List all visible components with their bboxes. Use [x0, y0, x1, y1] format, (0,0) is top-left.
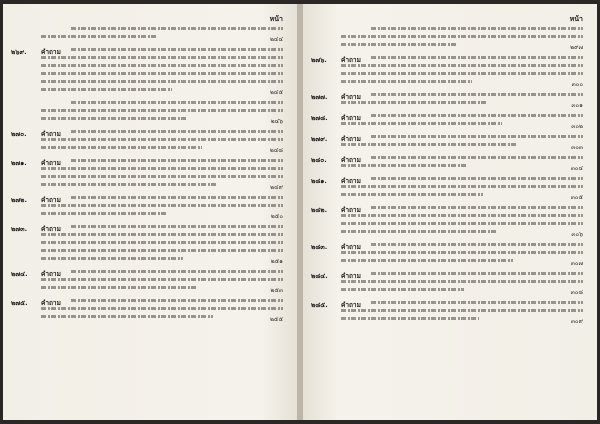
entry-page-number: ๒๕๐ — [270, 213, 283, 220]
entry-text-lines — [371, 156, 583, 172]
entry-page-number: ๓๐๙ — [570, 318, 583, 325]
entry-term: คำถาม — [41, 130, 61, 138]
illegible-text-line — [71, 101, 283, 104]
illegible-text-line — [341, 185, 583, 188]
entry-text-lines — [71, 196, 283, 220]
illegible-text-line — [71, 130, 283, 133]
entry-number: ๒๗๓. — [11, 225, 28, 233]
illegible-text-line — [341, 222, 583, 225]
entry-text-lines — [371, 177, 583, 201]
entry-term: คำถาม — [341, 206, 361, 214]
entry-page-number: ๒๔๙ — [270, 184, 283, 191]
toc-entry — [303, 271, 597, 295]
entry-page-number: ๒๕๓ — [270, 287, 283, 294]
toc-entry — [3, 195, 297, 219]
illegible-text-line — [341, 214, 583, 217]
entry-number: ๒๗๑. — [11, 159, 27, 167]
entry-page-number: ๓๐๔ — [570, 165, 583, 172]
toc-entry — [3, 129, 297, 153]
toc-entry — [303, 26, 597, 50]
entry-text-lines — [71, 299, 283, 323]
right-page — [303, 4, 597, 420]
entry-term: คำถาม — [41, 270, 61, 278]
entry-term: คำถาม — [341, 243, 361, 251]
illegible-text-line — [41, 117, 187, 120]
toc-entry — [3, 158, 297, 190]
illegible-text-line — [71, 270, 283, 273]
toc-entry — [303, 155, 597, 171]
illegible-text-line — [341, 259, 513, 262]
illegible-text-line — [371, 114, 583, 117]
entry-text-lines — [371, 272, 583, 296]
illegible-text-line — [341, 43, 458, 46]
illegible-text-line — [41, 138, 283, 141]
entry-number: ๒๘๓. — [311, 243, 328, 251]
illegible-text-line — [341, 309, 583, 312]
toc-entry — [3, 47, 297, 95]
illegible-text-line — [41, 212, 168, 215]
illegible-text-line — [41, 286, 198, 289]
illegible-text-line — [41, 307, 283, 310]
entry-term: คำถาม — [41, 48, 61, 56]
entry-number: ๒๗๒. — [11, 196, 27, 204]
illegible-text-line — [341, 122, 502, 125]
entry-term: คำถาม — [341, 156, 361, 164]
entry-number: ๒๗๗. — [311, 93, 328, 101]
entry-page-number: ๒๕๕ — [269, 316, 283, 323]
entry-page-number: ๓๐๐ — [571, 81, 583, 88]
illegible-text-line — [341, 101, 487, 104]
toc-entry — [303, 205, 597, 237]
toc-entry — [3, 298, 297, 322]
entry-number: ๒๗๙. — [311, 135, 328, 143]
illegible-text-line — [41, 109, 283, 112]
illegible-text-line — [371, 156, 583, 159]
entry-number: ๒๘๔. — [311, 272, 328, 280]
entry-term: คำถาม — [341, 114, 361, 122]
illegible-text-line — [371, 135, 583, 138]
illegible-text-line — [71, 159, 283, 162]
entry-page-number: ๓๐๕ — [570, 194, 583, 201]
entry-term: คำถาม — [341, 301, 361, 309]
entry-number: ๒๗๕. — [11, 299, 28, 307]
entry-page-number: ๓๐๖ — [571, 231, 583, 238]
entry-text-lines — [71, 101, 283, 125]
entry-term: คำถาม — [341, 177, 361, 185]
entry-page-number: ๒๔๔ — [269, 36, 283, 43]
toc-entry — [303, 300, 597, 324]
illegible-text-line — [371, 206, 583, 209]
illegible-text-line — [41, 167, 283, 170]
entry-page-number: ๒๔๕ — [269, 89, 283, 96]
illegible-text-line — [41, 257, 183, 260]
entry-text-lines — [71, 225, 283, 265]
entry-list — [3, 26, 297, 412]
entry-number: ๒๘๑. — [311, 177, 327, 185]
illegible-text-line — [41, 175, 283, 178]
entry-page-number: ๓๐๘ — [570, 289, 583, 296]
entry-number: ๒๘๕. — [311, 301, 328, 309]
entry-page-number: ๒๙๗ — [570, 44, 583, 51]
entry-text-lines — [371, 135, 583, 151]
entry-text-lines — [71, 48, 283, 96]
entry-text-lines — [371, 56, 583, 88]
illegible-text-line — [341, 35, 583, 38]
illegible-text-line — [41, 204, 283, 207]
toc-entry — [303, 242, 597, 266]
entry-text-lines — [371, 206, 583, 238]
illegible-text-line — [371, 56, 583, 59]
illegible-text-line — [71, 27, 283, 30]
entry-text-lines — [371, 93, 583, 109]
illegible-text-line — [41, 315, 213, 318]
toc-entry — [303, 113, 597, 129]
illegible-text-line — [341, 80, 472, 83]
illegible-text-line — [341, 280, 583, 283]
illegible-text-line — [341, 164, 468, 167]
illegible-text-line — [41, 249, 283, 252]
illegible-text-line — [371, 243, 583, 246]
illegible-text-line — [41, 183, 217, 186]
toc-entry — [3, 269, 297, 293]
illegible-text-line — [71, 299, 283, 302]
page-column-label: หน้า — [269, 15, 283, 23]
illegible-text-line — [41, 35, 158, 38]
illegible-text-line — [41, 72, 283, 75]
toc-entry — [3, 100, 297, 124]
entry-number: ๒๖๙. — [11, 48, 27, 56]
entry-text-lines — [371, 243, 583, 267]
illegible-text-line — [371, 272, 583, 275]
illegible-text-line — [371, 177, 583, 180]
entry-term: คำถาม — [341, 135, 361, 143]
illegible-text-line — [341, 64, 583, 67]
entry-term: คำถาม — [341, 56, 361, 64]
illegible-text-line — [41, 241, 283, 244]
toc-entry — [303, 134, 597, 150]
page-column-label: หน้า — [569, 15, 583, 23]
entry-number: ๒๘๐. — [311, 156, 327, 164]
entry-page-number: ๒๔๖ — [270, 118, 283, 125]
entry-text-lines — [71, 130, 283, 154]
entry-text-lines — [371, 114, 583, 130]
illegible-text-line — [341, 193, 483, 196]
entry-number: ๒๗๘. — [311, 114, 328, 122]
illegible-text-line — [371, 301, 583, 304]
entry-term: คำถาม — [41, 159, 61, 167]
illegible-text-line — [341, 143, 517, 146]
illegible-text-line — [41, 64, 283, 67]
entry-page-number: ๒๔๘ — [269, 147, 283, 154]
toc-entry — [3, 26, 297, 42]
illegible-text-line — [41, 278, 283, 281]
entry-text-lines — [371, 27, 583, 51]
illegible-text-line — [41, 88, 172, 91]
entry-text-lines — [71, 270, 283, 294]
illegible-text-line — [341, 251, 583, 254]
entry-list — [303, 26, 597, 412]
illegible-text-line — [341, 317, 479, 320]
entry-term: คำถาม — [41, 299, 61, 307]
entry-page-number: ๓๐๑ — [571, 102, 583, 109]
toc-entry — [303, 92, 597, 108]
entry-text-lines — [371, 301, 583, 325]
illegible-text-line — [41, 56, 283, 59]
toc-entry — [303, 55, 597, 87]
left-page — [3, 4, 297, 420]
entry-term: คำถาม — [341, 93, 361, 101]
entry-term: คำถาม — [341, 272, 361, 280]
illegible-text-line — [41, 233, 283, 236]
entry-page-number: ๒๕๑ — [270, 258, 283, 265]
entry-term: คำถาม — [41, 225, 61, 233]
entry-page-number: ๓๐๗ — [570, 260, 583, 267]
entry-number: ๒๘๒. — [311, 206, 328, 214]
toc-entry — [3, 224, 297, 264]
illegible-text-line — [41, 80, 283, 83]
illegible-text-line — [71, 48, 283, 51]
entry-text-lines — [71, 159, 283, 191]
illegible-text-line — [71, 225, 283, 228]
entry-text-lines — [71, 27, 283, 43]
illegible-text-line — [341, 288, 464, 291]
illegible-text-line — [341, 230, 498, 233]
entry-number: ๒๗๖. — [311, 56, 327, 64]
illegible-text-line — [371, 93, 583, 96]
entry-number: ๒๗๐. — [11, 130, 27, 138]
entry-term: คำถาม — [41, 196, 61, 204]
illegible-text-line — [341, 72, 583, 75]
entry-number: ๒๗๔. — [11, 270, 28, 278]
toc-entry — [303, 176, 597, 200]
illegible-text-line — [371, 27, 583, 30]
entry-page-number: ๓๐๒ — [571, 123, 583, 130]
illegible-text-line — [71, 196, 283, 199]
illegible-text-line — [41, 146, 202, 149]
entry-page-number: ๓๐๓ — [571, 144, 583, 151]
